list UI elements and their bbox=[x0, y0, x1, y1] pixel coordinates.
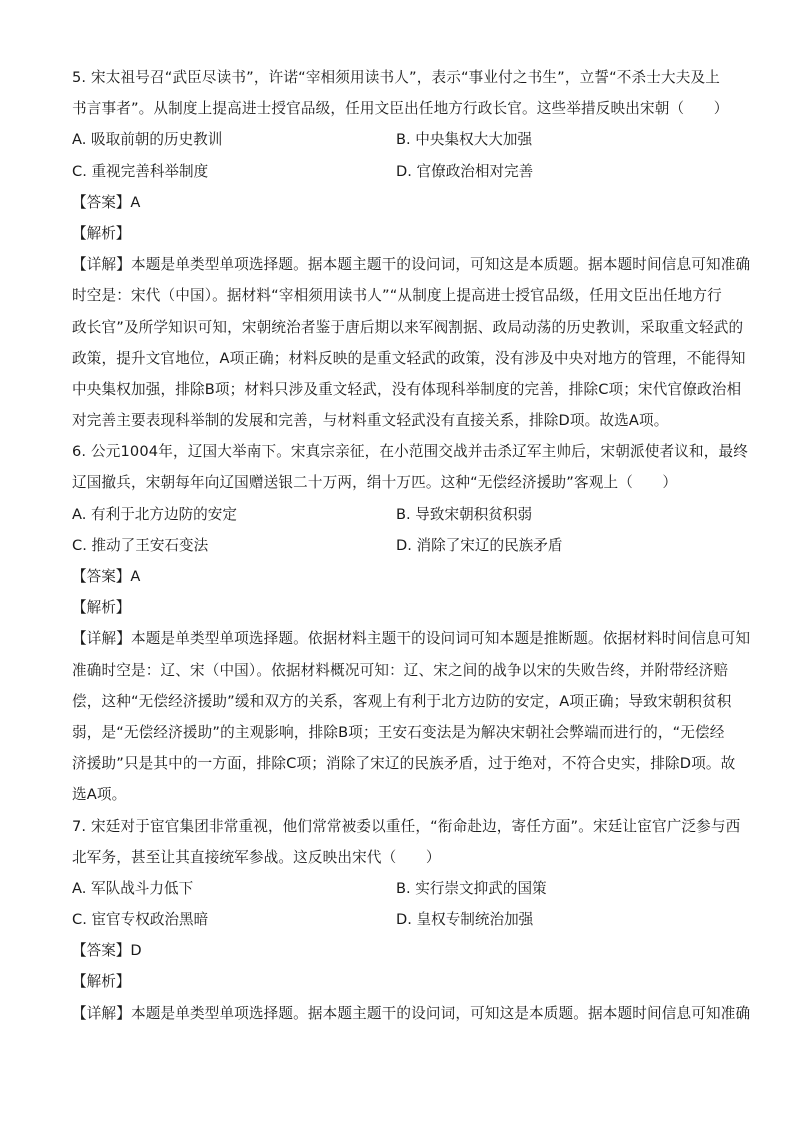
question-stem-line: 5. 宋太祖号召“武臣尽读书”，许诺“宰相须用读书人”，表示“事业付之书生”，立誓“不杀士大夫及上 bbox=[72, 69, 720, 86]
options-row bbox=[72, 124, 724, 155]
options-row bbox=[72, 530, 724, 561]
document-page bbox=[72, 62, 751, 1029]
option-b: B. 实行崇文抑武的国策 bbox=[396, 879, 547, 897]
option-d: D. 消除了宋辽的民族矛盾 bbox=[396, 536, 563, 554]
option-a: A. 军队战斗力低下 bbox=[72, 879, 194, 897]
question-7 bbox=[72, 811, 751, 1029]
detail-line: 【详解】本题是单类型单项选择题。依据材料主题干的设问词可知本题是推断题。依据材料时间信息可知 bbox=[72, 630, 751, 648]
question-stem-line: 6. 公元1004年，辽国大举南下。宋真宗亲征，在小范围交战并击杀辽军主帅后，宋朝派使者议和，最终 bbox=[72, 443, 748, 461]
detail-line: 时空是：宋代（中国）。据材料“宰相须用读书人”“从制度上提高进士授官品级，任用文臣出任地方行 bbox=[72, 287, 722, 305]
option-c: C. 宦官专权政治黑暗 bbox=[72, 911, 209, 929]
analysis-label: 【解析】 bbox=[72, 599, 131, 617]
question-6 bbox=[72, 436, 751, 810]
detail-line: 【详解】本题是单类型单项选择题。据本题主题干的设问词，可知这是本质题。据本题时间信息可知准确 bbox=[72, 1004, 751, 1022]
answer-label: 【答案】A bbox=[72, 193, 141, 211]
option-a: A. 吸取前朝的历史教训 bbox=[72, 131, 223, 149]
detail-line: 对完善主要表现科举制的发展和完善，与材料重文轻武没有直接关系，排除D项。故选A项。 bbox=[72, 412, 669, 430]
option-c: C. 推动了王安石变法 bbox=[72, 536, 209, 554]
detail-line: 偿，这种“无偿经济援助”缓和双方的关系，客观上有利于北方边防的安定，A项正确；导致宋朝积贫积 bbox=[72, 692, 732, 710]
question-5 bbox=[72, 62, 751, 436]
analysis-label: 【解析】 bbox=[72, 973, 131, 991]
detail-line: 政策，提升文官地位，A项正确；材料反映的是重文轻武的政策，没有涉及中央对地方的管理，不能得知 bbox=[72, 349, 746, 367]
options-row bbox=[72, 499, 724, 530]
option-b: B. 导致宋朝积贫积弱 bbox=[396, 505, 533, 523]
analysis-label: 【解析】 bbox=[72, 224, 131, 242]
question-stem-line: 辽国撤兵，宋朝每年向辽国赠送银二十万两，绢十万匹。这种“无偿经济援助”客观上（ ） bbox=[72, 474, 678, 492]
option-a: A. 有利于北方边防的安定 bbox=[72, 505, 237, 523]
detail-line: 济援助”只是其中的一方面，排除C项；消除了宋辽的民族矛盾，过于绝对，不符合史实，排除D项。故 bbox=[72, 755, 736, 773]
detail-line: 选A项。 bbox=[72, 786, 127, 804]
detail-line: 中央集权加强，排除B项；材料只涉及重文轻武，没有体现科举制度的完善，排除C项；宋代官僚政治相 bbox=[72, 380, 742, 398]
options-row bbox=[72, 156, 724, 187]
options-row bbox=[72, 904, 724, 935]
option-b: B. 中央集权大大加强 bbox=[396, 131, 533, 149]
option-d: D. 官僚政治相对完善 bbox=[396, 162, 534, 180]
question-stem-line: 北军务，甚至让其直接统军参战。这反映出宋代（ ） bbox=[72, 848, 441, 866]
detail-line: 【详解】本题是单类型单项选择题。据本题主题干的设问词，可知这是本质题。据本题时间信息可知准确 bbox=[72, 256, 751, 274]
detail-line: 弱，是“无偿经济援助”的主观影响，排除B项；王安石变法是为解决宋朝社会弊端而进行的，“无偿经 bbox=[72, 723, 725, 741]
answer-label: 【答案】D bbox=[72, 942, 142, 960]
option-d: D. 皇权专制统治加强 bbox=[396, 911, 534, 929]
question-stem-line: 书言事者”。从制度上提高进士授官品级，任用文臣出任地方行政长官。这些举措反映出宋朝（ ） bbox=[72, 100, 729, 118]
options-row bbox=[72, 873, 724, 904]
answer-label: 【答案】A bbox=[72, 568, 141, 585]
detail-line: 政长官”及所学知识可知，宋朝统治者鉴于唐后期以来军阀割据、政局动荡的历史教训，采取重文轻武的 bbox=[72, 318, 744, 336]
option-c: C. 重视完善科举制度 bbox=[72, 162, 209, 180]
detail-line: 准确时空是：辽、宋（中国）。依据材料概况可知：辽、宋之间的战争以宋的失败告终，并附带经济赔 bbox=[72, 661, 729, 679]
question-stem-line: 7. 宋廷对于宦官集团非常重视，他们常常被委以重任，“衔命赴边，寄任方面”。宋廷让宦官广泛参与西 bbox=[72, 817, 741, 835]
